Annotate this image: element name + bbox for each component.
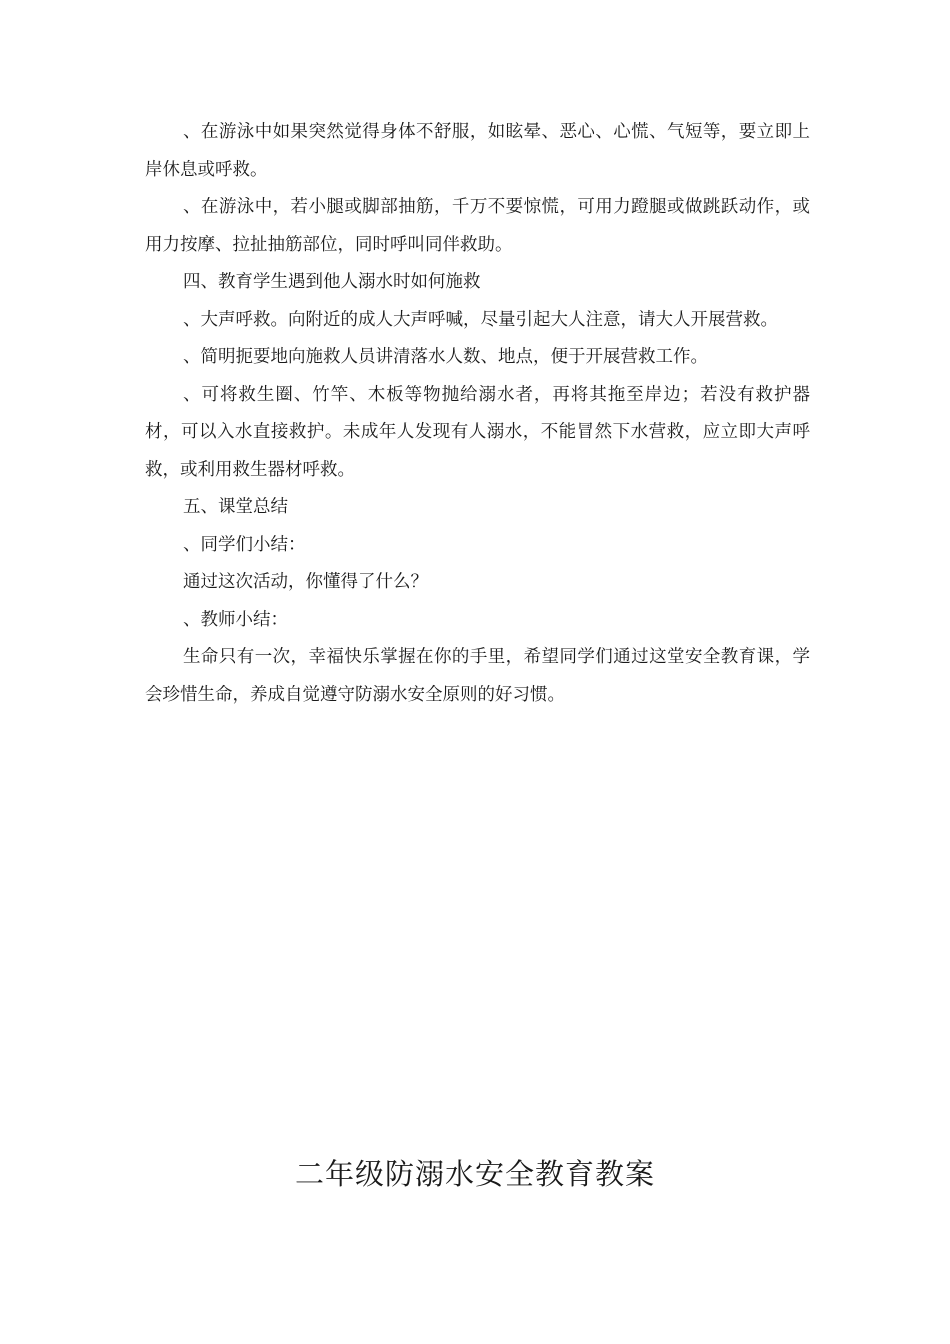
paragraph-swim-discomfort: 、在游泳中如果突然觉得身体不舒服，如眩晕、恶心、心慌、气短等，要立即上岸休息或呼救。 [145,122,810,180]
document-body [145,114,810,714]
section-heading-rescue: 四、教育学生遇到他人溺水时如何施救 [183,272,481,292]
paragraph-question: 通过这次活动，你懂得了什么？ [183,572,428,592]
paragraph-student-summary: 、同学们小结： [183,534,306,555]
paragraph-call-for-help: 、大声呼救。向附近的成人大声呼喊，尽量引起大人注意，请大人开展营救。 [183,309,778,330]
paragraph-throw-float: 、可将救生圈、竹竿、木板等物抛给溺水者，再将其拖至岸边；若没有救护器材，可以入水直接救护。未成年人发现有人溺水，不能冒然下水营救，应立即大声呼救，或利用救生器材呼救。 [145,384,810,480]
paragraph-cramp: 、在游泳中，若小腿或脚部抽筋，千万不要惊慌，可用力蹬腿或做跳跃动作，或用力按摩、拉扯抽筋部位，同时呼叫同伴救助。 [145,197,810,255]
paragraph-closing: 生命只有一次，幸福快乐掌握在你的手里，希望同学们通过这堂安全教育课，学会珍惜生命，养成自觉遵守防溺水安全原则的好习惯。 [145,647,810,705]
section-heading-summary: 五、课堂总结 [183,497,288,517]
paragraph-teacher-summary: 、教师小结： [183,609,288,630]
paragraph-inform-rescuers: 、简明扼要地向施救人员讲清落水人数、地点，便于开展营救工作。 [183,347,708,367]
document-title: 二年级防溺水安全教育教案 [294,1157,655,1191]
